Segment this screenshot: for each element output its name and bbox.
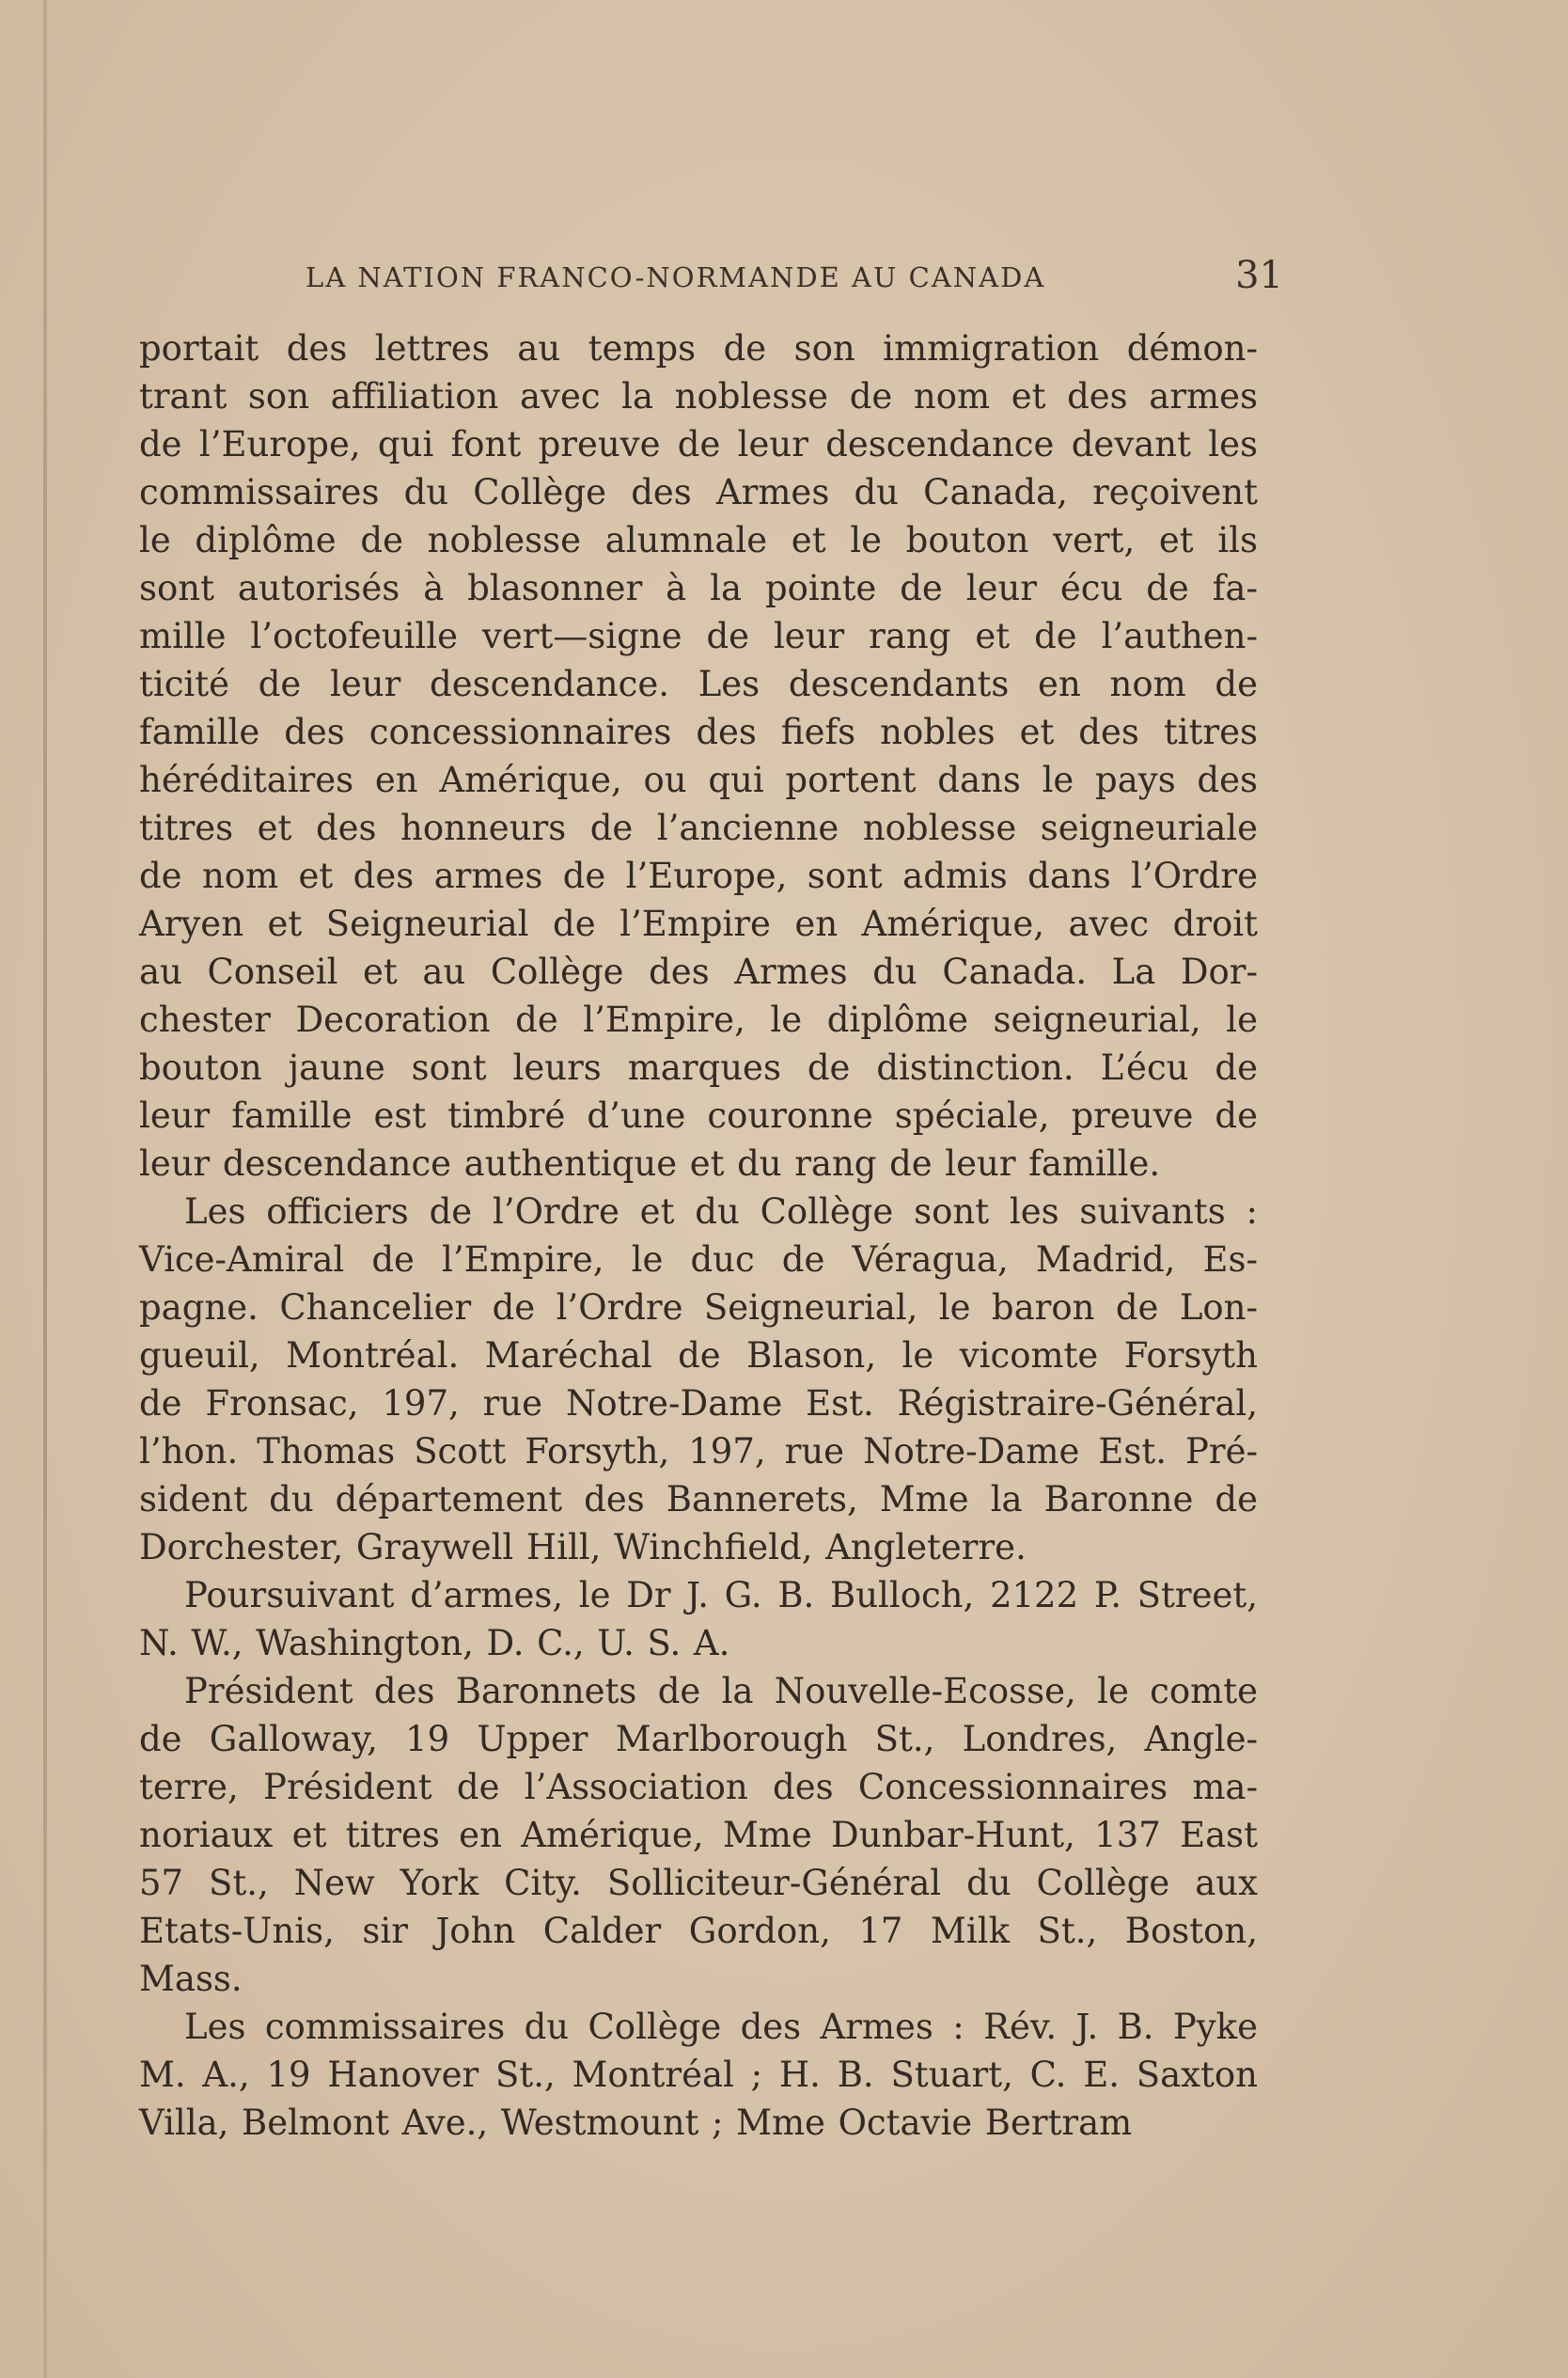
paragraph [139, 2003, 1258, 2147]
text-line: Mass. [139, 1959, 243, 1999]
paragraph [139, 1188, 1258, 1571]
text-line: leur famille est timbré d’une couronne spéciale, preuve de [139, 1095, 1258, 1136]
text-line: au Conseil et au Collège des Armes du Canada. La Dor- [139, 952, 1258, 992]
text-line: héréditaires en Amérique, ou qui portent dans le pays des [139, 760, 1258, 800]
text-line: le diplôme de noblesse alumnale et le bouton vert, et ils [139, 520, 1258, 560]
text-line: 57 St., New York City. Solliciteur-Général du Collège aux [139, 1863, 1258, 1903]
text-line: de Fronsac, 197, rue Notre-Dame Est. Régistraire-Général, [139, 1383, 1258, 1424]
text-line: Etats-Unis, sir John Calder Gordon, 17 Milk St., Boston, [139, 1911, 1258, 1951]
text-line: leur descendance authentique et du rang de leur famille. [139, 1143, 1161, 1184]
text-line: gueuil, Montréal. Maréchal de Blason, le vicomte Forsyth [139, 1335, 1258, 1376]
text-line: Les commissaires du Collège des Armes : Rév. J. B. Pyke [184, 2007, 1258, 2047]
text-line: commissaires du Collège des Armes du Canada, reçoivent [139, 472, 1258, 512]
text-line: Dorchester, Graywell Hill, Winchfield, Angleterre. [139, 1527, 1027, 1567]
text-line: N. W., Washington, D. C., U. S. A. [139, 1623, 730, 1663]
text-line: famille des concessionnaires des fiefs nobles et des titres [139, 712, 1258, 752]
text-line: ticité de leur descendance. Les descendants en nom de [139, 664, 1258, 704]
text-line: portait des lettres au temps de son immigration démon- [139, 328, 1258, 369]
text-line: de l’Europe, qui font preuve de leur descendance devant les [139, 424, 1258, 465]
paragraph [139, 1667, 1258, 2003]
text-line: mille l’octofeuille vert—signe de leur rang et de l’authen- [139, 616, 1258, 656]
text-line: sident du département des Bannerets, Mme la Baronne de [139, 1479, 1258, 1520]
running-title: LA NATION FRANCO-NORMANDE AU CANADA [306, 261, 1046, 293]
text-line: pagne. Chancelier de l’Ordre Seigneurial, le baron de Lon- [139, 1287, 1258, 1328]
text-line: trant son affiliation avec la noblesse de nom et des armes [139, 376, 1258, 417]
text-line: Aryen et Seigneurial de l’Empire en Amérique, avec droit [139, 904, 1258, 944]
text-line: Président des Baronnets de la Nouvelle-Ecosse, le comte [184, 1671, 1258, 1711]
text-line: l’hon. Thomas Scott Forsyth, 197, rue Notre-Dame Est. Pré- [139, 1431, 1258, 1472]
text-line: de Galloway, 19 Upper Marlborough St., Londres, Angle- [139, 1719, 1258, 1759]
body-text [139, 324, 1258, 2147]
text-line: M. A., 19 Hanover St., Montréal ; H. B. Stuart, C. E. Saxton [139, 2055, 1258, 2095]
page-number: 31 [1235, 254, 1283, 297]
text-line: de nom et des armes de l’Europe, sont admis dans l’Ordre [139, 856, 1258, 896]
running-head [132, 254, 1283, 310]
page-gutter-edge [43, 0, 47, 2378]
paragraph [139, 324, 1258, 1188]
text-line: chester Decoration de l’Empire, le diplôme seigneurial, le [139, 1000, 1258, 1040]
text-line: Poursuivant d’armes, le Dr J. G. B. Bulloch, 2122 P. Street, [184, 1575, 1258, 1615]
text-line: sont autorisés à blasonner à la pointe de leur écu de fa- [139, 568, 1258, 608]
text-line: Les officiers de l’Ordre et du Collège sont les suivants : [184, 1191, 1258, 1232]
text-line: bouton jaune sont leurs marques de distinction. L’écu de [139, 1047, 1258, 1088]
text-line: noriaux et titres en Amérique, Mme Dunbar-Hunt, 137 East [139, 1815, 1258, 1855]
paragraph [139, 1571, 1258, 1667]
text-line: titres et des honneurs de l’ancienne noblesse seigneuriale [139, 808, 1258, 848]
text-line: Vice-Amiral de l’Empire, le duc de Véragua, Madrid, Es- [139, 1239, 1258, 1280]
text-line: Villa, Belmont Ave., Westmount ; Mme Octavie Bertram [139, 2102, 1133, 2143]
text-line: terre, Président de l’Association des Concessionnaires ma- [139, 1767, 1258, 1807]
